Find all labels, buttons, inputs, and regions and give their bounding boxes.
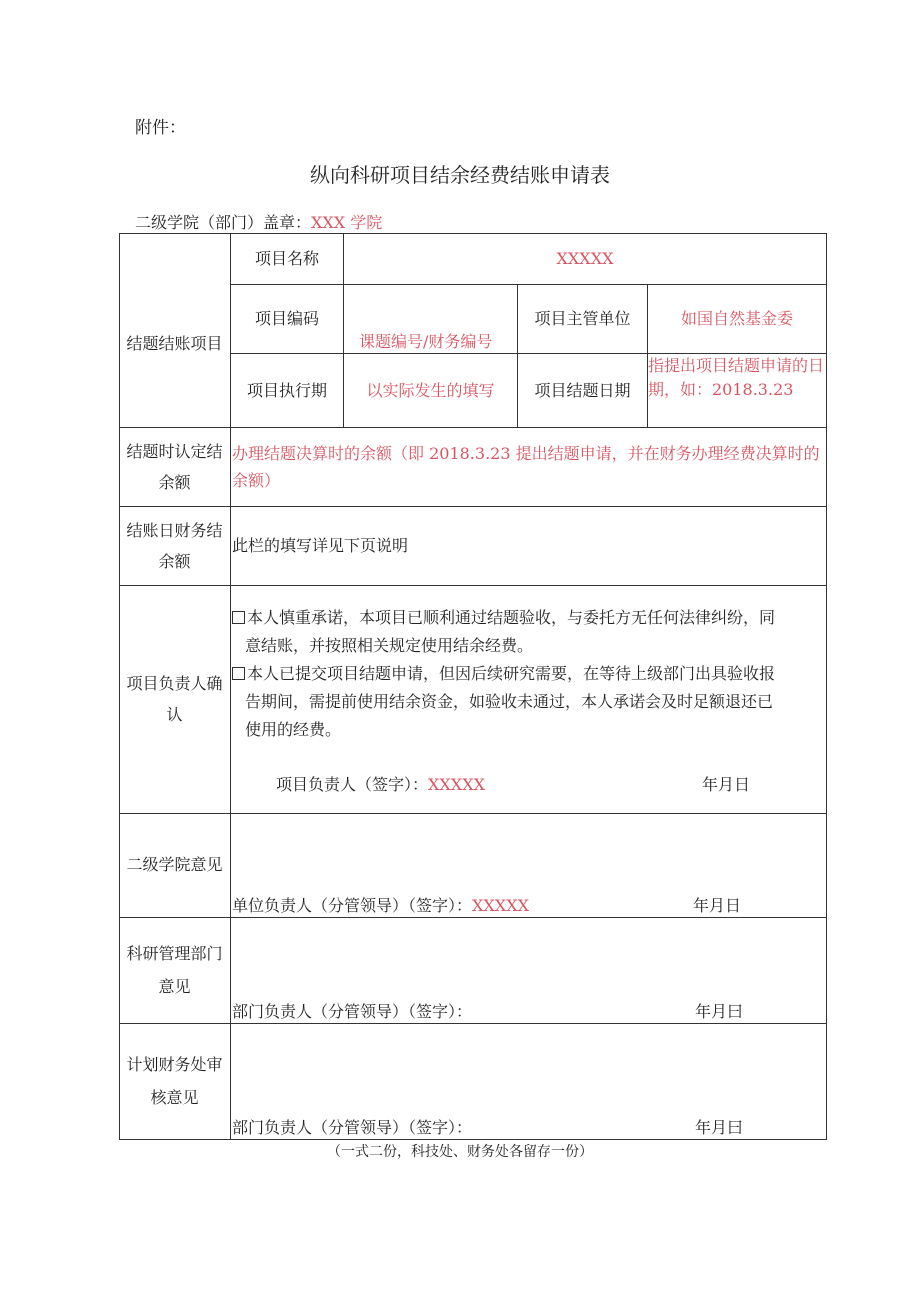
footer-note: （一式二份，科技处、财务处各留存一份） — [327, 1144, 593, 1160]
settlement-balance-value: 此栏的填写详见下页说明 — [232, 536, 409, 555]
finance-opinion-label: 计划财务处审核意见 — [126, 1055, 223, 1107]
finance-date-label: 年月曰 — [695, 1118, 744, 1137]
pi-option-2-line-3: 使用的经费。 — [245, 720, 342, 739]
pi-option-1 — [232, 604, 824, 660]
finance-signature-label: 部门负责人（分管领导）（签字）： — [232, 1118, 473, 1137]
checkbox-option-1[interactable] — [232, 611, 245, 624]
college-opinion-label: 二级学院意见 — [126, 855, 223, 874]
project-code-label: 项目编码 — [254, 309, 319, 328]
project-end-date-value: 指提出项目结题申请的日期，如：2018.3.23 — [648, 356, 825, 399]
project-authority-label: 项目主管单位 — [534, 309, 631, 328]
project-name-value: XXXXX — [556, 248, 614, 268]
finance-opinion-label-cell — [119, 1023, 230, 1139]
closing-balance-value: 办理结题决算时的余额（即 2018.3.23 提出结题申请，并在财务办理经费决算时的余额） — [232, 444, 820, 490]
pi-option-1-line-1: 本人慎重承诺，本项目已顺利通过结题验收，与委托方无任何法律纠纷，同 — [247, 608, 776, 627]
pi-options — [232, 604, 824, 744]
college-signature-value: XXXXX — [472, 896, 529, 915]
border-right — [826, 233, 827, 1140]
research-signature-label: 部门负责人（分管领导）（签字）： — [232, 1002, 473, 1021]
settlement-balance-label: 结账日财务结余额 — [126, 520, 223, 571]
page-title: 纵向科研项目结余经费结账申请表 — [310, 163, 610, 187]
pi-option-2-line-1: 本人已提交项目结题申请，但因后续研究需要，在等待上级部门出具验收报 — [247, 664, 776, 683]
project-name-label: 项目名称 — [254, 248, 319, 268]
pi-confirm-label: 项目负责人确认 — [126, 674, 223, 724]
college-opinion-label-cell — [119, 813, 230, 917]
research-opinion-label-cell — [119, 917, 230, 1023]
project-section-label: 结题结账项目 — [126, 334, 223, 353]
application-form — [119, 233, 827, 1140]
checkbox-option-2[interactable] — [232, 667, 245, 680]
project-section-label-cell — [119, 284, 230, 404]
research-opinion-label: 科研管理部门意见 — [126, 944, 223, 996]
settlement-balance-label-cell — [119, 506, 230, 585]
pi-option-2-line-2: 告期间，需提前使用结余资金，如验收未通过，本人承诺会及时足额退还已 — [245, 692, 774, 711]
project-end-date-label: 项目结题日期 — [534, 380, 631, 400]
pi-signature-label: 项目负责人（签字）： — [276, 775, 429, 794]
pi-signature-value: XXXXX — [428, 775, 485, 794]
stamp-line — [135, 210, 382, 233]
college-signature-line — [232, 892, 529, 920]
stamp-value: XXX 学院 — [311, 213, 383, 232]
pi-confirm-label-cell — [119, 585, 230, 813]
closing-balance-label-cell — [119, 427, 230, 506]
project-authority-value: 如国自然基金委 — [680, 309, 793, 328]
college-signature-label: 单位负责人（分管领导）（签字）： — [232, 896, 473, 915]
attachment-label: 附件： — [135, 118, 186, 138]
project-period-label: 项目执行期 — [246, 380, 327, 400]
pi-signature-line — [276, 771, 485, 799]
closing-balance-label: 结题时认定结余额 — [126, 441, 223, 492]
project-period-value: 以实际发生的填写 — [366, 380, 495, 400]
research-date-label: 年月曰 — [695, 1002, 744, 1021]
project-code-value: 课题编号/财务编号 — [359, 332, 493, 351]
college-date-label: 年月日 — [693, 896, 742, 915]
stamp-label: 二级学院（部门）盖章： — [135, 213, 312, 232]
pi-option-1-line-2: 意结账，并按照相关规定使用结余经费。 — [245, 636, 534, 655]
pi-option-2 — [232, 660, 824, 744]
pi-date-label: 年月日 — [702, 775, 751, 794]
